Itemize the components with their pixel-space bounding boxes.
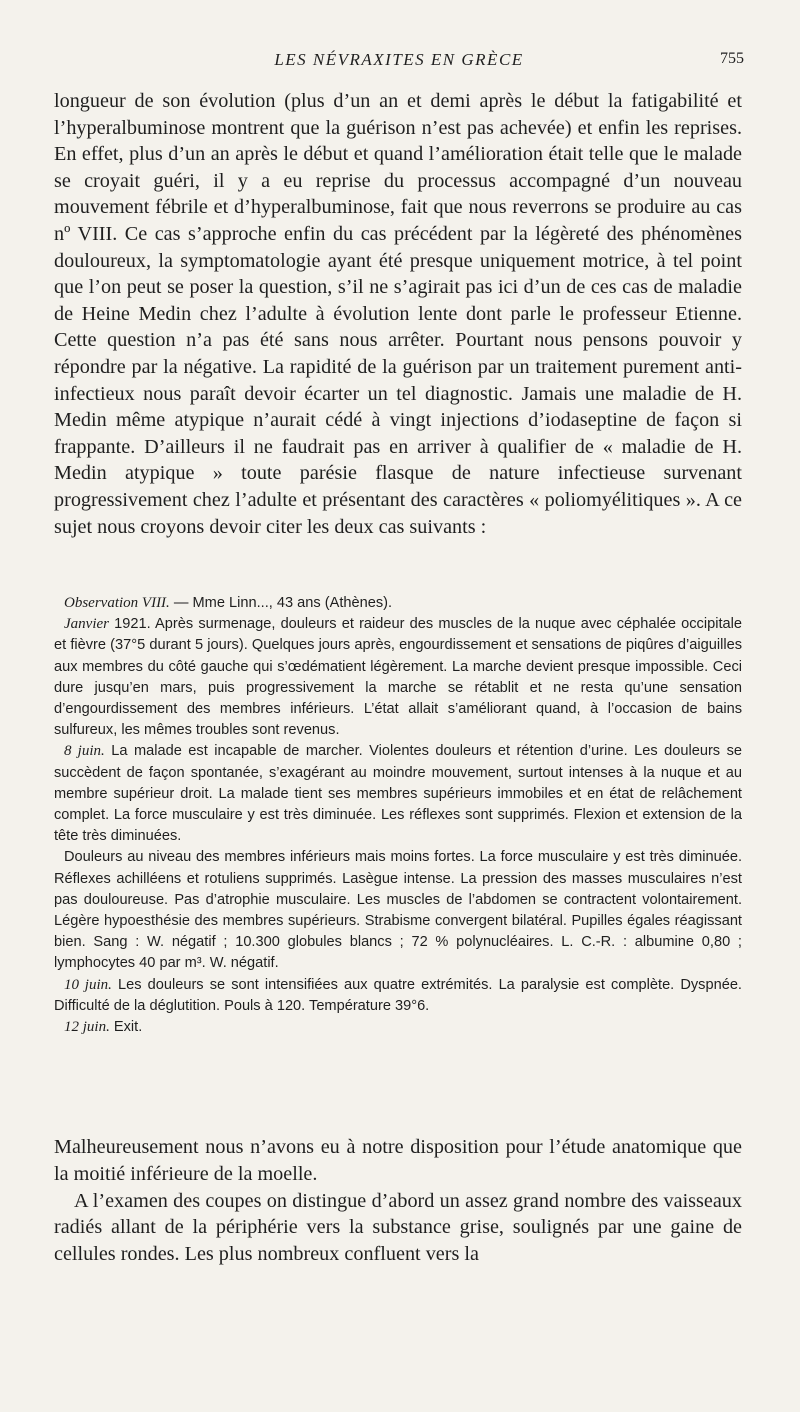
observation-entry (54, 1017, 742, 1038)
observation-entry (54, 741, 742, 847)
closing-text-block (54, 1134, 742, 1268)
closing-paragraph-2: A l’examen des coupes on distingue d’abord un assez grand nombre des vaisseaux radiés allant de la périphérie vers la substance grise, soulignés par une gaine de cellules rondes. Les plus nombreux confluent vers la (54, 1189, 742, 1266)
observation-title: Observation VIII. (64, 595, 170, 611)
closing-paragraph-1: Malheureusement nous n’avons eu à notre disposition pour l’étude anatomique que la moitié inférieure de la moelle. (54, 1136, 742, 1185)
page-number: 755 (720, 50, 744, 67)
entry-date: 12 juin. (64, 1019, 110, 1036)
entry-text: Exit. (109, 1019, 143, 1036)
entry-date: 10 juin. (64, 976, 112, 993)
entry-text: 1921. Après surmenage, douleurs et raideur des muscles de la nuque avec céphalée occipitale et fièvre (37°5 durant 5 jours). Quelques jours après, engourdissement et sensations de piqûres d’aiguilles aux membres du côté gauche qui s’œdématient légèrement. La marche devient presque impossible. Ceci dure jusqu’en mars, puis progressivement la marche se rétablit et ne resta qu’une sensation d’engourdissement des membres inférieurs. L’état allait s’améliorant quand, à l’occasion de bains sulfureux, les mêmes troubles sont revenus. (54, 616, 742, 739)
main-text-block (54, 88, 742, 540)
observation-entry (54, 975, 742, 1017)
observation-entry (54, 847, 742, 974)
entry-date: 8 juin. (64, 743, 105, 760)
entry-text: Les douleurs se sont intensifiées aux quatre extrémités. La paralysie est complète. Dyspnée. Difficulté de la déglutition. Pouls à 120. Température 39°6. (54, 976, 742, 1014)
page-header (54, 50, 744, 76)
main-paragraph: longueur de son évolution (plus d’un an et demi après le début la fatigabilité et l’hyperalbuminose montrent que la guérison n’est pas achevée) et enfin les reprises. En effet, plus d’un an après le début et quand l’amélioration était telle que le malade se croyait guéri, il y a eu reprise du processus accompagné d’un nouveau mouvement fébrile et d’hyperalbuminose, fait que nous reverrons se produire au cas nº VIII. Ce cas s’approche enfin du cas précédent par la légèreté des phénomènes douloureux, la symptomatologie ayant été presque uniquement motrice, à tel point que l’on peut se poser la question, s’il ne s’agirait pas ici d’un de ces cas de maladie de Heine Medin chez l’adulte à évolution lente dont parle le professeur Etienne. Cette question n’a pas été sans nous arrêter. Pourtant nous pensons pouvoir y répondre par la négative. La rapidité de la guérison par un traitement purement anti-infectieux nous paraît devoir écarter un tel diagnostic. Jamais une maladie de H. Medin même atypique n’aurait cédé à vingt injections d’iodaseptine de façon si frappante. D’ailleurs il ne faudrait pas en arriver à qualifier de « maladie de H. Medin atypique » toute parésie flasque de nature infectieuse survenant progressivement chez l’adulte et présentant des caractères « poliomyélitiques ». A ce sujet nous croyons devoir citer les deux cas suivants : (54, 90, 742, 538)
entry-text: La malade est incapable de marcher. Violentes douleurs et rétention d’urine. Les douleurs se succèdent de façon spontanée, s’exagérant au moindre mouvement, surtout intenses à la nuque et au membre supérieur droit. La malade tient ses membres supérieurs immobiles et en état de relâchement complet. La force musculaire y est très diminuée. Les réflexes sont supprimés. Flexion et extension de la tête très diminuées. (54, 743, 742, 845)
observation-block (54, 593, 742, 1038)
entry-text: Douleurs au niveau des membres inférieurs mais moins fortes. La force musculaire y est très diminuée. Réflexes achilléens et rotuliens supprimés. Lasègue intense. La pression des masses musculaires n’est pas douloureuse. Pas d’atrophie musculaire. Les muscles de l’abdomen se contractent volontairement. Légère hypoesthésie des membres supérieurs. Strabisme convergent bilatéral. Pupilles égales réagissant bien. Sang : W. négatif ; 10.300 globules blancs ; 72 % polynucléaires. L. C.-R. : albumine 0,80 ; lymphocytes 40 par m³. W. négatif. (54, 849, 742, 972)
entry-date: Janvier (64, 616, 109, 633)
observation-heading (54, 593, 742, 614)
running-title: LES NÉVRAXITES EN GRÈCE (274, 50, 524, 69)
observation-entry (54, 614, 742, 741)
observation-patient: — Mme Linn..., 43 ans (Athènes). (169, 595, 393, 611)
